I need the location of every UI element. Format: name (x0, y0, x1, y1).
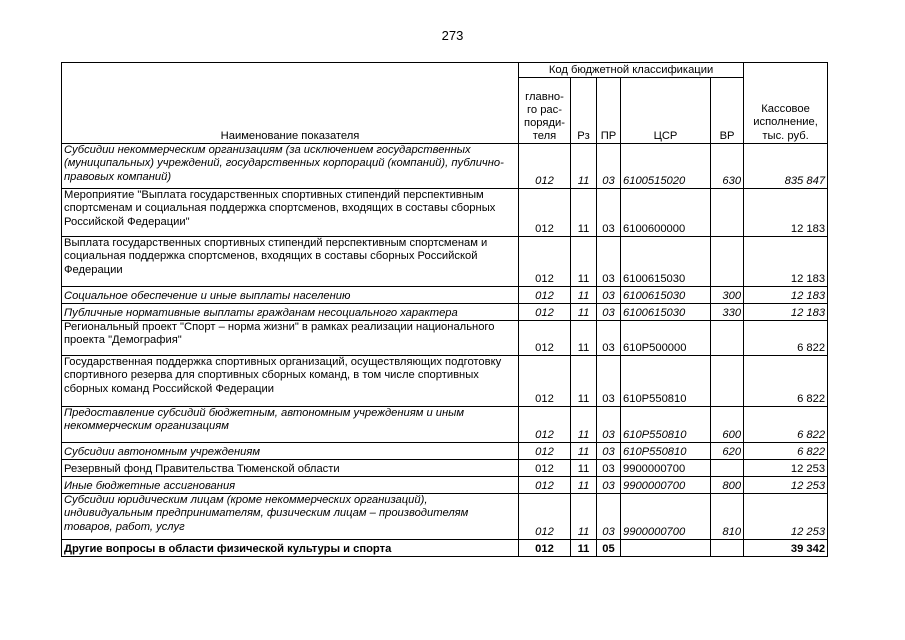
row-vr: 810 (711, 494, 744, 540)
row-glav: 012 (519, 304, 571, 321)
row-name: Региональный проект "Спорт – норма жизни" в рамках реализации национального проекта "Демография" (62, 321, 519, 356)
row-name: Предоставление субсидий бюджетным, автономным учреждениям и иным некоммерческим организациям (62, 407, 519, 443)
table-row (62, 321, 828, 356)
row-pr: 03 (597, 494, 621, 540)
row-glav: 012 (519, 356, 571, 407)
row-glav: 012 (519, 321, 571, 356)
row-csr: 9900000700 (621, 477, 711, 494)
row-rz: 11 (571, 287, 597, 304)
row-name: Государственная поддержка спортивных организаций, осуществляющих подготовку спортивного резерва для спортивных сборных команд, в том числе спортивных сборных команд Российской Федерации (62, 356, 519, 407)
row-pr: 03 (597, 477, 621, 494)
row-vr: 630 (711, 144, 744, 189)
row-rz: 11 (571, 443, 597, 460)
row-glav: 012 (519, 443, 571, 460)
row-vr (711, 237, 744, 287)
table-row (62, 144, 828, 189)
row-pr: 03 (597, 144, 621, 189)
row-rz: 11 (571, 144, 597, 189)
row-vr (711, 321, 744, 356)
row-glav: 012 (519, 189, 571, 237)
row-glav: 012 (519, 407, 571, 443)
table-row (62, 287, 828, 304)
row-csr: 6100515020 (621, 144, 711, 189)
row-csr: 610P500000 (621, 321, 711, 356)
row-name: Мероприятие "Выплата государственных спортивных стипендий перспективным спортсменам и социальная поддержка спортсменов, входящих в составы сборных Российской Федерации" (62, 189, 519, 237)
row-amount: 6 822 (744, 407, 828, 443)
row-amount: 835 847 (744, 144, 828, 189)
row-amount: 12 183 (744, 237, 828, 287)
header-pr: ПР (597, 78, 621, 144)
row-rz: 11 (571, 321, 597, 356)
row-rz: 11 (571, 237, 597, 287)
row-vr (711, 460, 744, 477)
row-glav: 012 (519, 540, 571, 557)
header-csr: ЦСР (621, 78, 711, 144)
row-amount: 6 822 (744, 321, 828, 356)
row-rz: 11 (571, 494, 597, 540)
row-amount: 12 183 (744, 304, 828, 321)
row-amount: 39 342 (744, 540, 828, 557)
row-rz: 11 (571, 540, 597, 557)
header-glav: главно- го рас- поряди- теля (519, 78, 571, 144)
row-name: Выплата государственных спортивных стипендий перспективным спортсменам и социальная поддержка спортсменов, входящих в составы сборных Российской Федерации (62, 237, 519, 287)
row-glav: 012 (519, 144, 571, 189)
row-rz: 11 (571, 477, 597, 494)
row-csr: 610P550810 (621, 356, 711, 407)
row-vr: 300 (711, 287, 744, 304)
row-rz: 11 (571, 304, 597, 321)
header-name: Наименование показателя (62, 63, 519, 144)
row-csr: 610P550810 (621, 407, 711, 443)
row-glav: 012 (519, 477, 571, 494)
header-vr: ВР (711, 78, 744, 144)
row-csr (621, 540, 711, 557)
row-csr: 6100600000 (621, 189, 711, 237)
row-pr: 03 (597, 189, 621, 237)
row-pr: 05 (597, 540, 621, 557)
page-number: 273 (441, 28, 464, 43)
table-row (62, 407, 828, 443)
row-rz: 11 (571, 189, 597, 237)
row-amount: 6 822 (744, 356, 828, 407)
row-pr: 03 (597, 287, 621, 304)
row-name: Публичные нормативные выплаты гражданам несоциального характера (62, 304, 519, 321)
row-amount: 12 253 (744, 460, 828, 477)
row-vr (711, 540, 744, 557)
header-rz: Рз (571, 78, 597, 144)
row-pr: 03 (597, 321, 621, 356)
row-pr: 03 (597, 407, 621, 443)
row-vr: 600 (711, 407, 744, 443)
row-glav: 012 (519, 237, 571, 287)
row-vr (711, 189, 744, 237)
table-row (62, 494, 828, 540)
row-glav: 012 (519, 287, 571, 304)
row-csr: 610P550810 (621, 443, 711, 460)
row-glav: 012 (519, 494, 571, 540)
row-amount: 12 183 (744, 189, 828, 237)
row-name: Социальное обеспечение и иные выплаты населению (62, 287, 519, 304)
row-name: Субсидии автономным учреждениям (62, 443, 519, 460)
row-pr: 03 (597, 356, 621, 407)
row-name: Субсидии некоммерческим организациям (за исключением государственных (муниципальных) учреждений, государственных корпораций (компаний), публично-правовых компаний) (62, 144, 519, 189)
row-pr: 03 (597, 237, 621, 287)
budget-table (61, 62, 828, 557)
table-row (62, 304, 828, 321)
row-csr: 6100615030 (621, 304, 711, 321)
row-pr: 03 (597, 304, 621, 321)
row-rz: 11 (571, 460, 597, 477)
row-amount: 12 253 (744, 477, 828, 494)
row-amount: 12 253 (744, 494, 828, 540)
header-code-group: Код бюджетной классификации (519, 63, 744, 78)
table-row (62, 443, 828, 460)
row-vr (711, 356, 744, 407)
table-row (62, 460, 828, 477)
row-pr: 03 (597, 460, 621, 477)
table-row (62, 237, 828, 287)
row-name: Иные бюджетные ассигнования (62, 477, 519, 494)
table-row (62, 477, 828, 494)
header-amount: Кассовое исполнение, тыс. руб. (744, 63, 828, 144)
table-row (62, 356, 828, 407)
row-csr: 9900000700 (621, 494, 711, 540)
row-pr: 03 (597, 443, 621, 460)
table-row (62, 540, 828, 557)
row-csr: 9900000700 (621, 460, 711, 477)
row-vr: 800 (711, 477, 744, 494)
row-rz: 11 (571, 407, 597, 443)
row-amount: 12 183 (744, 287, 828, 304)
row-csr: 6100615030 (621, 287, 711, 304)
table-row (62, 189, 828, 237)
row-name: Другие вопросы в области физической культуры и спорта (62, 540, 519, 557)
row-csr: 6100615030 (621, 237, 711, 287)
row-name: Субсидии юридическим лицам (кроме некоммерческих организаций), индивидуальным предпринимателям, физическим лицам – производителям товаров, работ, услуг (62, 494, 519, 540)
table-body (62, 144, 828, 557)
header-row-1 (62, 63, 828, 78)
row-rz: 11 (571, 356, 597, 407)
row-name: Резервный фонд Правительства Тюменской области (62, 460, 519, 477)
row-glav: 012 (519, 460, 571, 477)
row-vr: 620 (711, 443, 744, 460)
row-amount: 6 822 (744, 443, 828, 460)
row-vr: 330 (711, 304, 744, 321)
